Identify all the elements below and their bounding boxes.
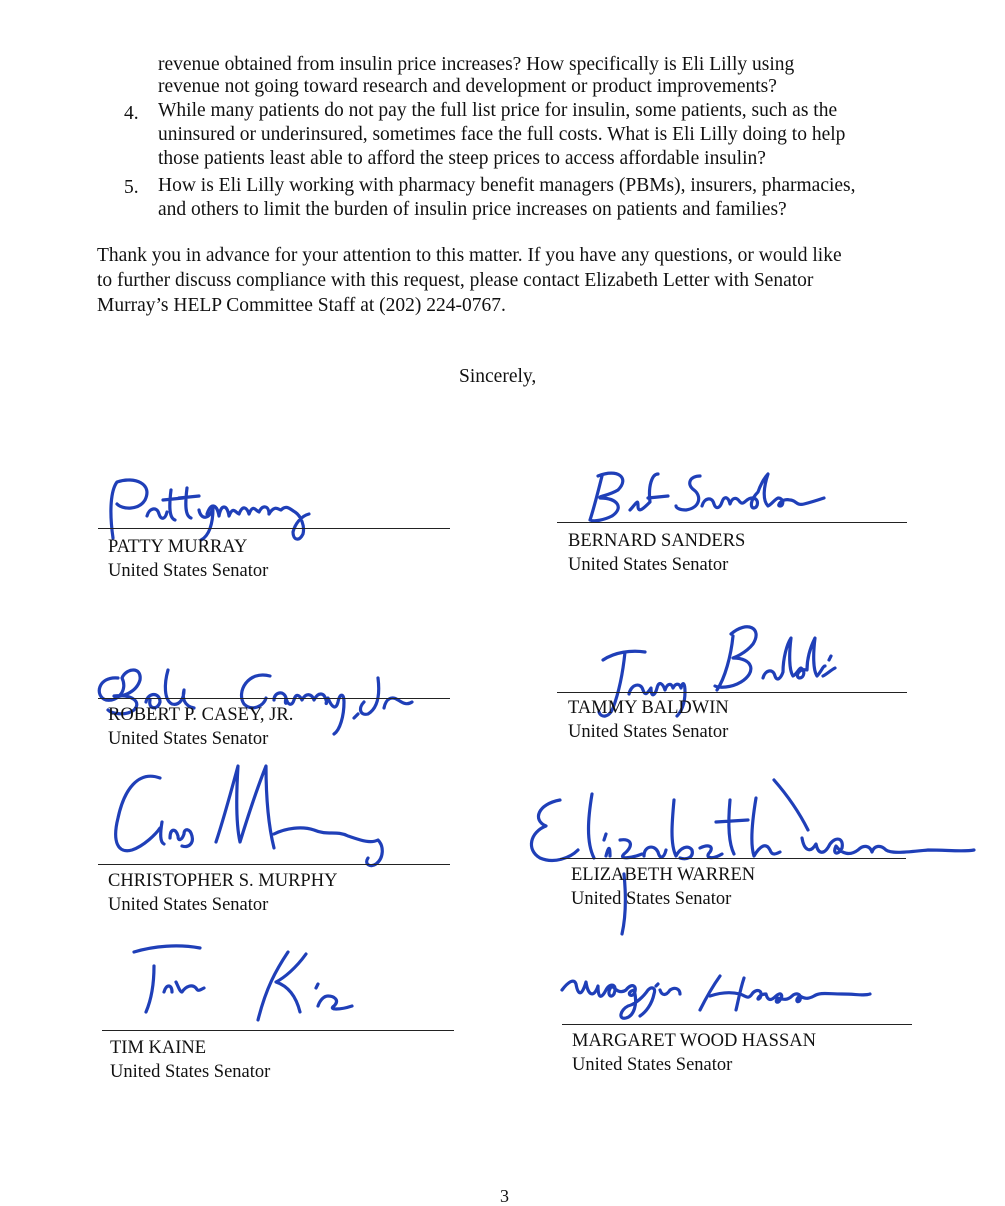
question-4-line-3: those patients least able to afford the steep prices to access affordable insulin? bbox=[158, 148, 766, 169]
question-5-number: 5. bbox=[124, 177, 139, 198]
signatory-title-sanders: United States Senator bbox=[568, 555, 729, 575]
question-4-number: 4. bbox=[124, 103, 139, 124]
page-number: 3 bbox=[500, 1186, 509, 1206]
signatory-name-casey: ROBERT P. CASEY, JR. bbox=[108, 705, 294, 725]
signatory-name-kaine: TIM KAINE bbox=[110, 1038, 207, 1058]
signatory-title-baldwin: United States Senator bbox=[568, 722, 729, 742]
tim-kaine-signature bbox=[120, 930, 400, 1030]
signature-line-hassan bbox=[562, 1024, 912, 1025]
signature-line-sanders bbox=[557, 522, 907, 523]
signature-line-murphy bbox=[98, 864, 450, 865]
continuation-line-2: revenue not going toward research and development or product improvements? bbox=[158, 76, 777, 97]
question-4-line-1: While many patients do not pay the full list price for insulin, some patients, such as the bbox=[158, 100, 838, 121]
signature-line-murray bbox=[98, 528, 450, 529]
valediction: Sincerely, bbox=[459, 366, 537, 387]
closing-line-2: to further discuss compliance with this request, please contact Elizabeth Letter with Senator bbox=[97, 270, 814, 291]
signatory-title-murray: United States Senator bbox=[108, 561, 269, 581]
signatory-name-sanders: BERNARD SANDERS bbox=[568, 531, 746, 551]
closing-line-1: Thank you in advance for your attention to this matter. If you have any questions, or would like bbox=[97, 245, 842, 266]
signature-line-kaine bbox=[102, 1030, 454, 1031]
continuation-line-1: revenue obtained from insulin price increases? How specifically is Eli Lilly using bbox=[158, 54, 795, 75]
signature-line-warren bbox=[560, 858, 906, 859]
signatory-name-murray: PATTY MURRAY bbox=[108, 537, 248, 557]
signatory-name-warren: ELIZABETH WARREN bbox=[571, 865, 756, 885]
signatory-name-hassan: MARGARET WOOD HASSAN bbox=[572, 1031, 816, 1051]
signatory-title-casey: United States Senator bbox=[108, 729, 269, 749]
question-5-line-2: and others to limit the burden of insulin price increases on patients and families? bbox=[158, 199, 787, 220]
signatory-name-murphy: CHRISTOPHER S. MURPHY bbox=[108, 871, 338, 891]
signature-line-baldwin bbox=[557, 692, 907, 693]
closing-line-3: Murray’s HELP Committee Staff at (202) 224-0767. bbox=[97, 295, 506, 316]
signatory-title-murphy: United States Senator bbox=[108, 895, 269, 915]
question-5-line-1: How is Eli Lilly working with pharmacy benefit managers (PBMs), insurers, pharmacies, bbox=[158, 175, 856, 196]
signatory-name-baldwin: TAMMY BALDWIN bbox=[568, 698, 729, 718]
signatory-title-hassan: United States Senator bbox=[572, 1055, 733, 1075]
signatory-title-kaine: United States Senator bbox=[110, 1062, 271, 1082]
elizabeth-warren-signature bbox=[512, 770, 982, 940]
question-4-line-2: uninsured or underinsured, sometimes face the full costs. What is Eli Lilly doing to help bbox=[158, 124, 846, 145]
signature-line-casey bbox=[98, 698, 450, 699]
signatory-title-warren: United States Senator bbox=[571, 889, 732, 909]
margaret-hassan-signature bbox=[552, 956, 872, 1026]
